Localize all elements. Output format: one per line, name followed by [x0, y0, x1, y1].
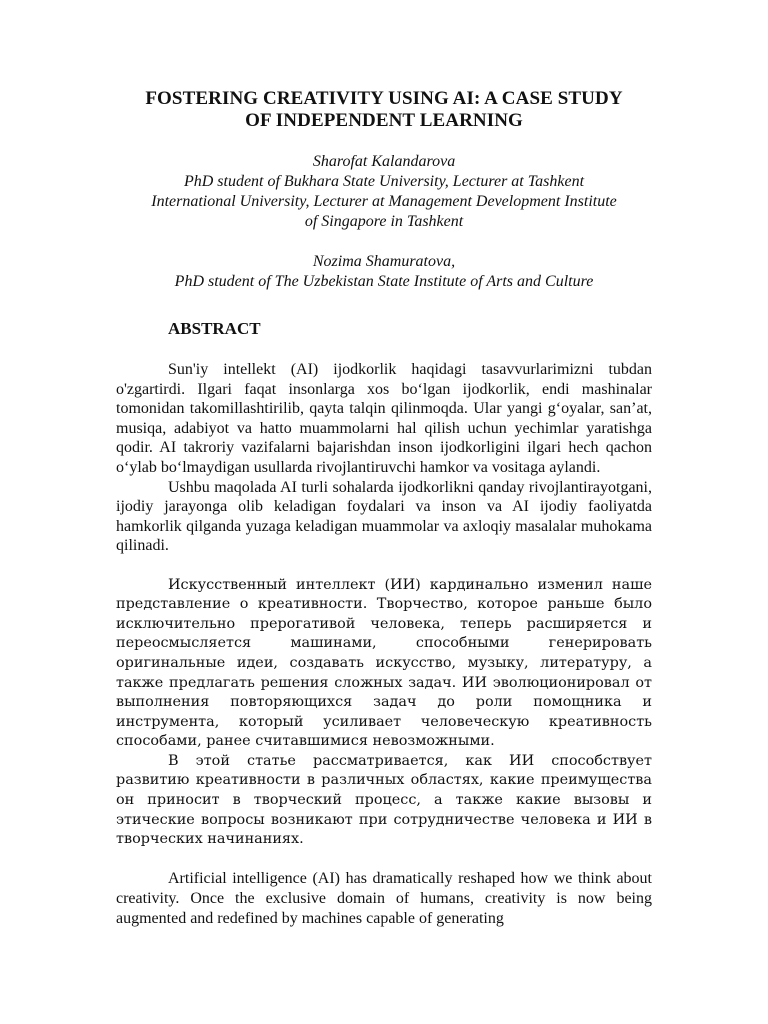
- paper-title: [116, 88, 652, 132]
- author-1-name: Sharofat Kalandarova: [312, 153, 456, 170]
- paper-title-line-2: OF INDEPENDENT LEARNING: [245, 110, 523, 131]
- author-2: [116, 252, 652, 292]
- author-2-name: Nozima Shamuratova,: [312, 253, 456, 270]
- author-1-affiliation-line-2: International University, Lecturer at Management Development Institute: [151, 193, 617, 210]
- abstract-russian: [116, 576, 652, 850]
- author-1-affiliation-line-1: PhD student of Bukhara State University, Lecturer at Tashkent: [183, 173, 585, 190]
- author-1: [116, 152, 652, 232]
- paper-title-line-1: FOSTERING CREATIVITY USING AI: A CASE STUDY: [145, 88, 623, 109]
- abstract-heading: ABSTRACT: [168, 319, 261, 338]
- abstract-uz-paragraph-1: Sun'iy intellekt (AI) ijodkorlik haqidagi tasavvurlarimizni tubdan o'zgartirdi. Ilgari faqat insonlarga xos bo‘lgan ijodkorlik, endi mashinalar tomonidan takomillashtirilib, qayta talqin qilinmoqda. Ular yangi g‘oyalar, san’at, musiqa, adabiyot va hatto muammolarni hal qilish uchun yechimlar yaratishga qodir. AI takroriy vazifalarni bajarishdan inson ijodkorligini ilgari hech qachon o‘ylab bo‘lmaydigan usullarda rivojlantiruvchi hamkor va vositaga aylandi.: [116, 361, 652, 476]
- abstract-uzbek: [116, 360, 652, 556]
- abstract-ru-paragraph-1: Искусственный интеллект (ИИ) кардинально изменил наше представление о креативности. Творчество, которое раньше было исключительно прерогативой человека, теперь расширяется и переосмысляется машинами, способными генерировать оригинальные идеи, создавать искусство, музыку, литературу, а также предлагать решения сложных задач. ИИ эволюционировал от выполнения повторяющихся задач до роли помощника и инструмента, который усиливает человеческую креативность способами, ранее считавшимися невозможными.: [116, 576, 652, 750]
- author-1-affiliation-line-3: of Singapore in Tashkent: [304, 213, 464, 230]
- abstract-uz-paragraph-2: Ushbu maqolada AI turli sohalarda ijodkorlikni qanday rivojlantirayotgani, ijodiy jarayonga olib keladigan foydalari va inson va AI ijodiy faoliyatda hamkorlik qilganda yuzaga keladigan muammolar va axloqiy masalalar muhokama qilinadi.: [116, 478, 652, 555]
- author-2-affiliation-line-1: PhD student of The Uzbekistan State Institute of Arts and Culture: [174, 273, 594, 290]
- abstract-english: [116, 869, 652, 928]
- abstract-ru-paragraph-2: В этой статье рассматривается, как ИИ способствует развитию креативности в различных областях, какие преимущества он приносит в творческий процесс, а также какие вызовы и этические вопросы возникают при сотрудничестве человека и ИИ в творческих начинаниях.: [116, 752, 652, 848]
- abstract-en-paragraph-1: Artificial intelligence (AI) has dramatically reshaped how we think about creativity. Once the exclusive domain of humans, creativity is now being augmented and redefined by machines capable of generating: [116, 870, 652, 927]
